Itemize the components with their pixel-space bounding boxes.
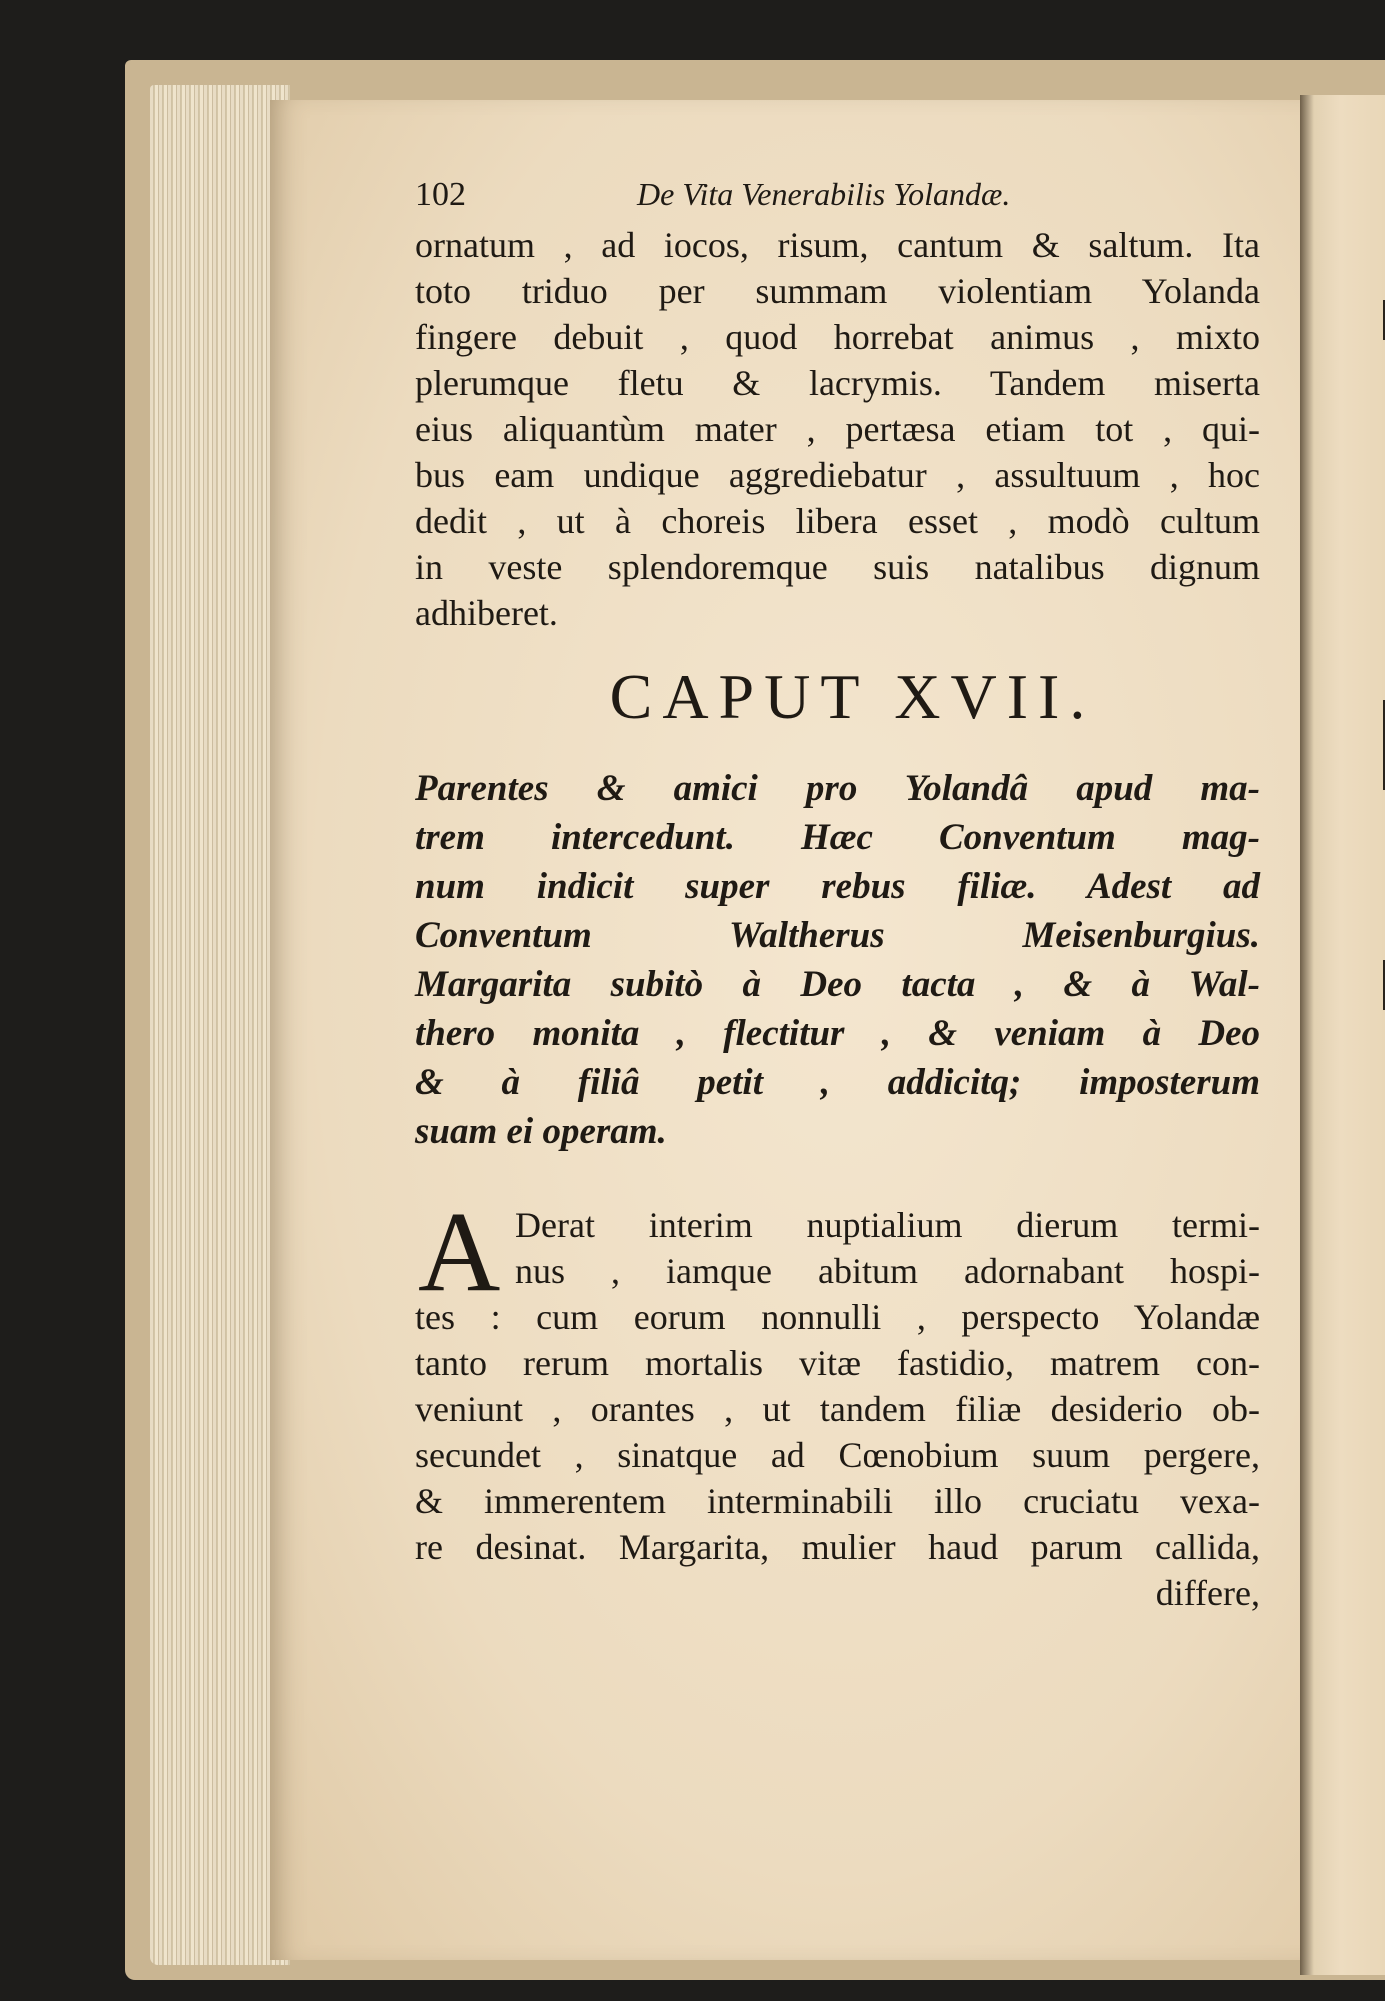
summary-line: trem intercedunt. Hæc Conventum mag-	[415, 817, 1260, 858]
page-number: 102	[415, 176, 466, 213]
text-line: Derat interim nuptialium dierum termi-	[515, 1205, 1260, 1245]
summary-line: & à filiâ petit , addicitq; imposterum	[415, 1062, 1260, 1103]
chapter-title: CAPUT XVII.	[609, 661, 1096, 732]
page-edges	[150, 85, 290, 1965]
paragraph-2	[415, 1188, 1260, 1616]
text-line: & immerentem interminabili illo cruciatu vexa-	[415, 1481, 1260, 1521]
text-line: eius aliquantùm mater , pertæsa etiam tot , qui-	[415, 409, 1260, 449]
summary-line: Conventum Waltherus Meisenburgius.	[415, 915, 1260, 956]
text-line: tes : cum eorum nonnulli , perspecto Yolandæ	[415, 1297, 1260, 1337]
chapter-summary	[415, 764, 1260, 1156]
facing-page-edge	[1300, 95, 1385, 1975]
text-line: ornatum , ad iocos, risum, cantum & saltum. Ita	[415, 225, 1260, 265]
text-line: adhiberet.	[415, 593, 558, 633]
text-line: bus eam undique aggrediebatur , assultuum , hoc	[415, 455, 1260, 495]
summary-line: Margarita subitò à Deo tacta , & à Wal-	[415, 964, 1260, 1005]
catchword: differe,	[1155, 1573, 1260, 1613]
text-line: tanto rerum mortalis vitæ fastidio, matrem con-	[415, 1343, 1260, 1383]
text-line: secundet , sinatque ad Cœnobium suum pergere,	[415, 1435, 1260, 1475]
summary-line: thero monita , flectitur , & veniam à Deo	[415, 1013, 1260, 1054]
text-line: veniunt , orantes , ut tandem filiæ desiderio ob-	[415, 1389, 1260, 1429]
text-line: fingere debuit , quod horrebat animus , mixto	[415, 317, 1260, 357]
page-text	[415, 170, 1260, 1616]
paragraph-1	[415, 222, 1260, 636]
text-line: plerumque fletu & lacrymis. Tandem miserta	[415, 363, 1260, 403]
running-head: De Vita Venerabilis Yolandæ.	[637, 176, 1011, 212]
drop-cap: A	[418, 1188, 501, 1315]
text-line: dedit , ut à choreis libera esset , modò cultum	[415, 501, 1260, 541]
text-line: toto triduo per summam violentiam Yolanda	[415, 271, 1260, 311]
summary-line: num indicit super rebus filiæ. Adest ad	[415, 866, 1260, 907]
text-line: nus , iamque abitum adornabant hospi-	[515, 1251, 1260, 1291]
text-line: in veste splendoremque suis natalibus dignum	[415, 547, 1260, 587]
summary-line: Parentes & amici pro Yolandâ apud ma-	[415, 768, 1260, 809]
page-header	[415, 170, 1260, 222]
summary-line: suam ei operam.	[415, 1111, 667, 1152]
text-line: re desinat. Margarita, mulier haud parum callida,	[415, 1527, 1260, 1567]
